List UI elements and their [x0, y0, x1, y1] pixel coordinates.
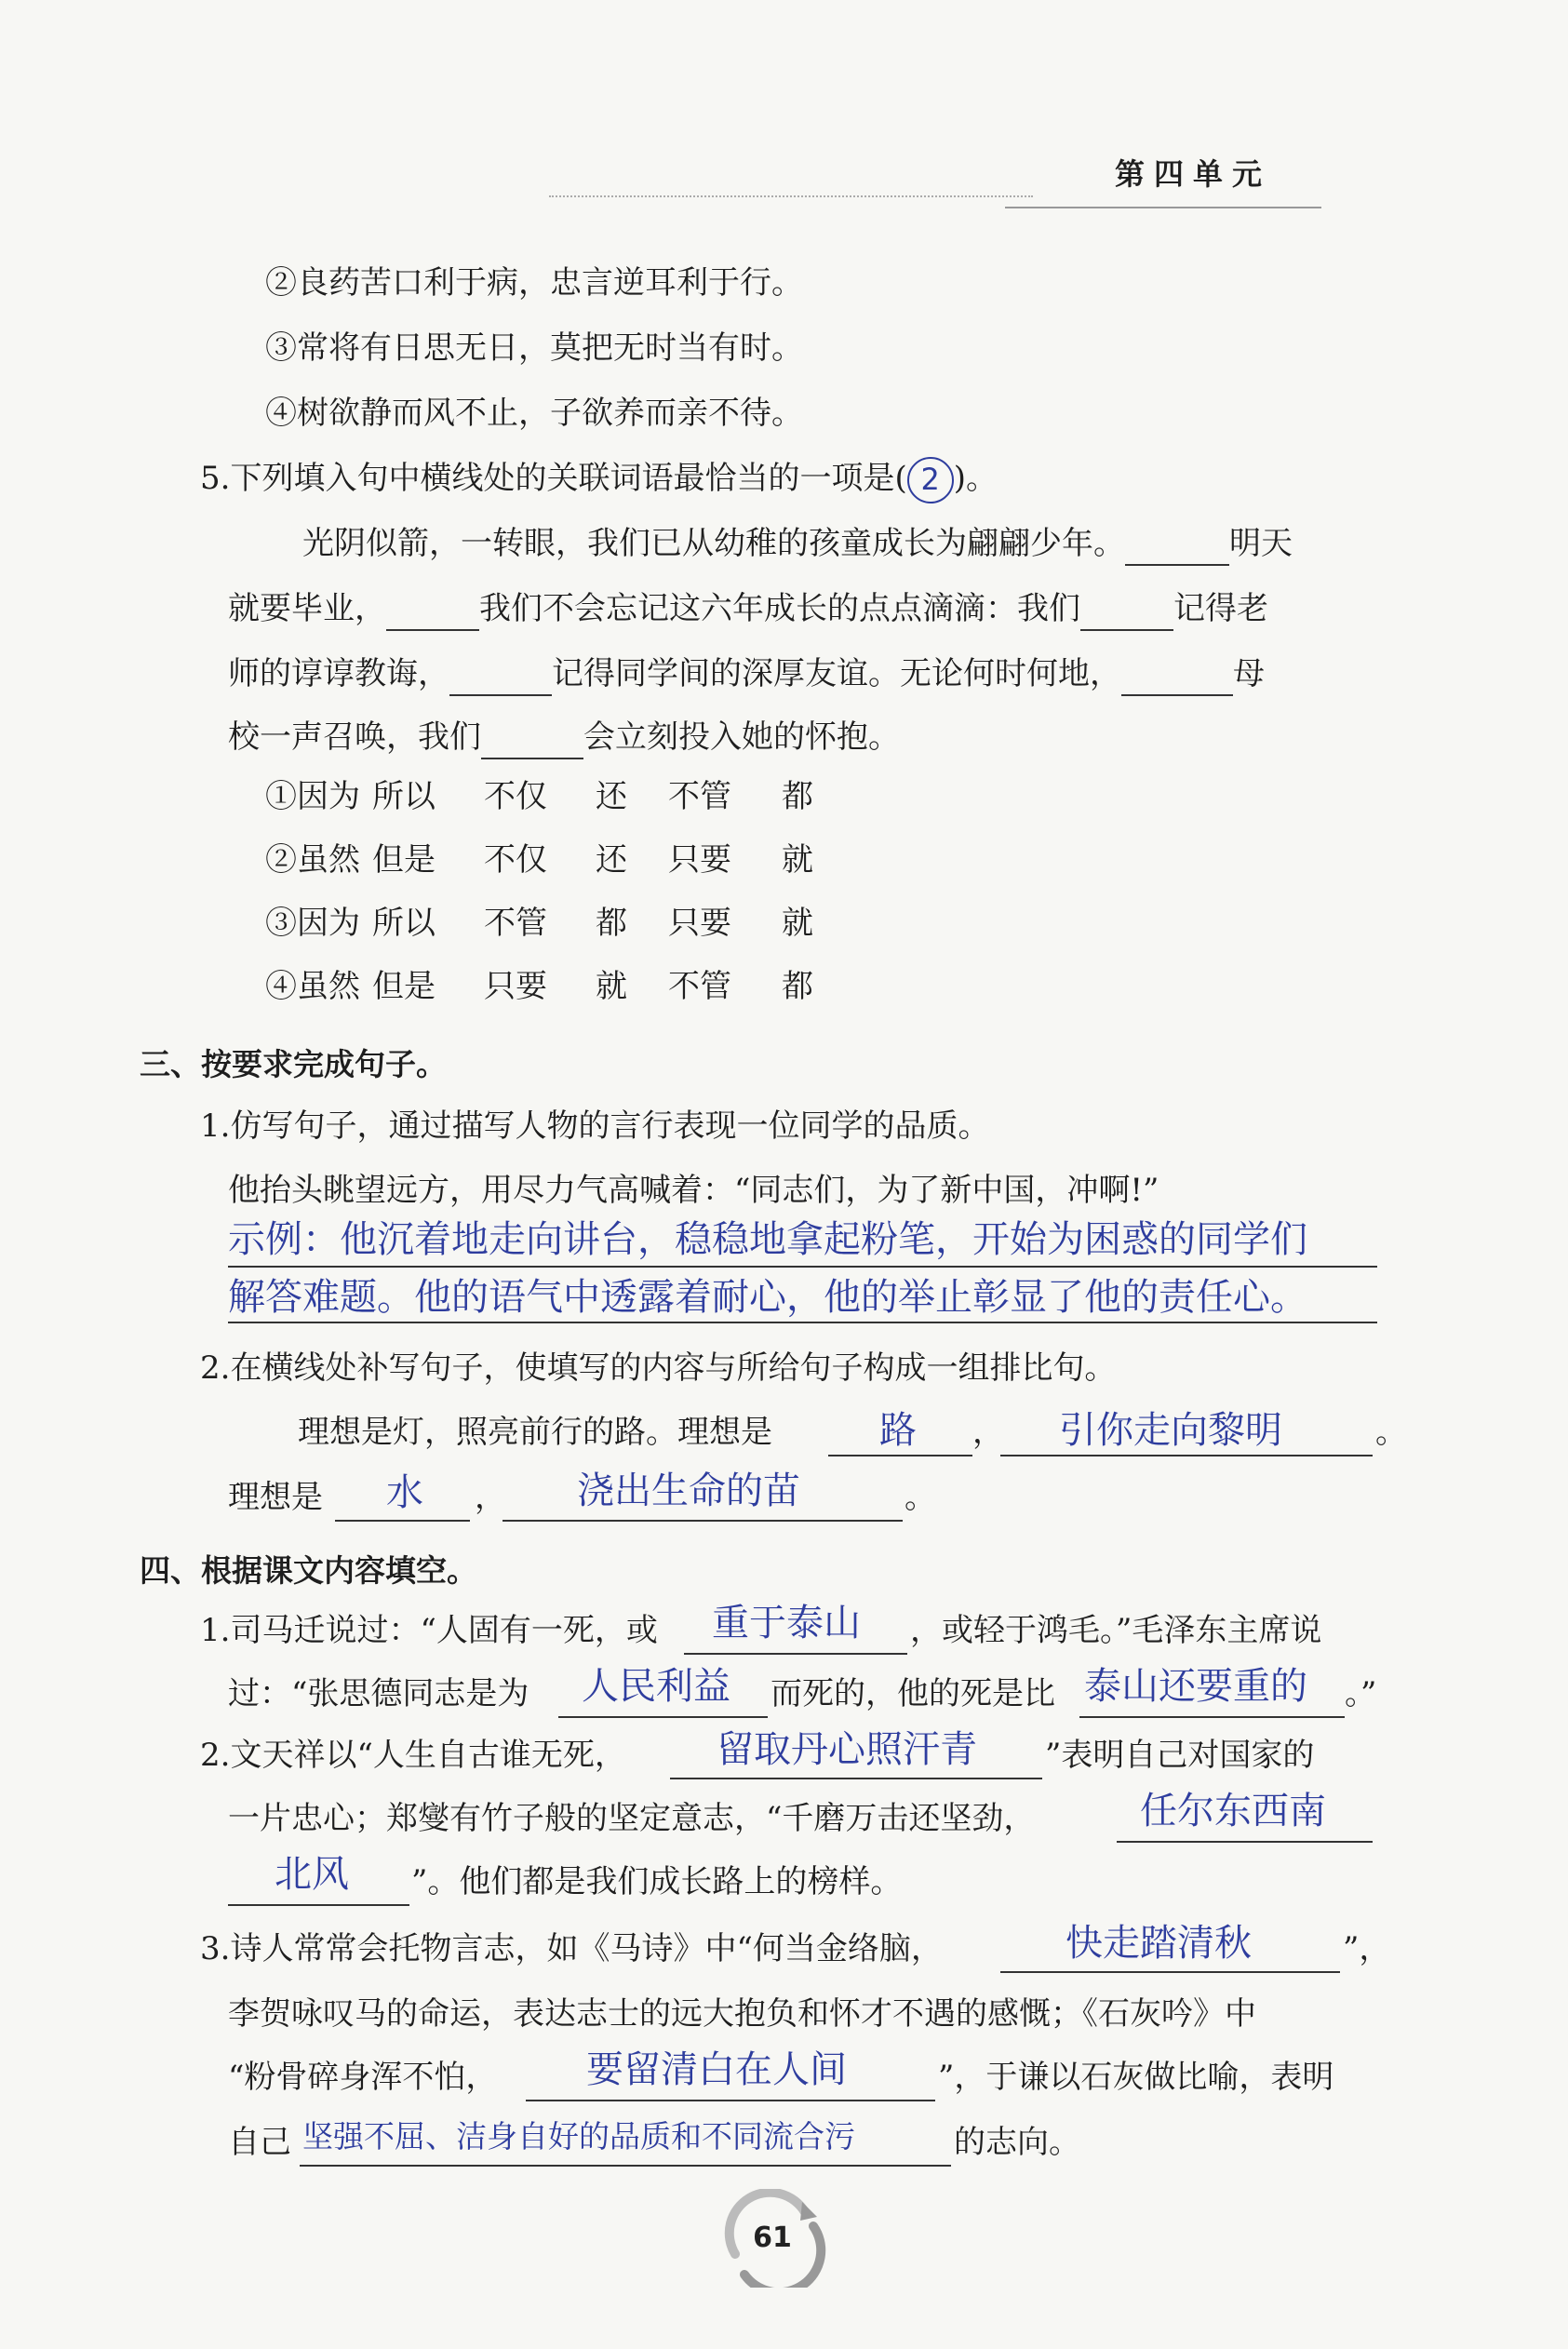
s3-q1-answer-line-1: 示例：他沉着地走向讲台，稳稳地拿起粉笔，开始为困惑的同学们	[228, 1218, 1307, 1261]
option-1-word: 不仅	[484, 778, 547, 815]
s4-q3-text: 的志向。	[954, 2124, 1080, 2161]
option-3-word: 不管	[484, 905, 547, 942]
s4-q3-text: 李贺咏叹马的命运，表达志士的远大抱负和怀才不遇的感慨；《石灰吟》中	[228, 1995, 1256, 2033]
option-1-word: ①因为	[265, 778, 360, 815]
passage-text: 师的谆谆教诲，	[228, 655, 449, 692]
s4-q3-answer-3: 坚强不屈、洁身自好的品质和不同流合污	[302, 2118, 855, 2154]
section-3-title: 三、按要求完成句子。	[140, 1046, 447, 1082]
s3-q2-line-2: 理想是	[228, 1479, 323, 1516]
blank	[1080, 629, 1173, 631]
blank	[558, 1716, 768, 1718]
passage-line-3	[228, 651, 1265, 696]
option-2-word: ②虽然	[265, 841, 360, 879]
option-4-word: 不管	[668, 968, 731, 1005]
s3-q2-line-1: 理想是灯，照亮前行的路。理想是	[298, 1414, 772, 1451]
s3-q2-answer-a: 路	[879, 1409, 917, 1452]
blank	[228, 1904, 409, 1906]
s4-q2-answer-1: 留取丹心照汗青	[717, 1728, 977, 1771]
option-2-word: 不仅	[484, 841, 547, 879]
passage-text: 明天	[1229, 525, 1293, 562]
option-1-word: 都	[782, 778, 813, 815]
s4-q1-text: 而死的，他的死是比	[771, 1675, 1055, 1712]
blank	[1079, 1716, 1345, 1718]
unit-title: 第四单元	[1115, 156, 1272, 192]
question-5-answer: 2	[907, 457, 954, 503]
s4-q2-text: 一片忠心；郑燮有竹子般的坚定意志，“千磨万击还坚劲，	[228, 1800, 1036, 1837]
page-number: 61	[753, 2221, 792, 2254]
s4-q1-text: 过：“张思德同志是为	[228, 1675, 529, 1712]
option-1-word: 还	[596, 778, 627, 815]
s4-q1-answer-3: 泰山还要重的	[1084, 1665, 1307, 1708]
header-rule	[1005, 207, 1321, 208]
blank	[1117, 1841, 1373, 1843]
option-1-word: 所以	[372, 778, 436, 815]
s4-q2-text: 2.文天祥以“人生自古谁无死，	[200, 1737, 626, 1774]
s4-q3-text: ”，	[1343, 1930, 1391, 1967]
option-2-word: 还	[596, 841, 627, 879]
s3-q1-example: 他抬头眺望远方，用尽力气高喊着：“同志们，为了新中国，冲啊!”	[228, 1172, 1159, 1209]
s4-q3-text: 自己	[228, 2124, 291, 2161]
s3-q1-prompt: 1.仿写句子，通过描写人物的言行表现一位同学的品质。	[200, 1107, 990, 1145]
blank	[503, 1520, 903, 1522]
header-dotted-rule	[549, 195, 1033, 197]
option-4-word: ④虽然	[265, 968, 360, 1005]
s4-q2-text: ”表明自己对国家的	[1045, 1737, 1315, 1774]
passage-line-1	[302, 521, 1293, 566]
option-3-word: 只要	[668, 905, 731, 942]
blank	[670, 1778, 1042, 1779]
comma: ，	[972, 1414, 1004, 1451]
blank	[684, 1653, 907, 1655]
option-3-word: 就	[782, 905, 813, 942]
option-4-word: 就	[596, 968, 627, 1005]
s3-q2-answer-b: 引你走向黎明	[1059, 1409, 1282, 1452]
blank	[1121, 694, 1233, 696]
option-2-word: 只要	[668, 841, 731, 879]
option-3-word: 都	[596, 905, 627, 942]
proverb-3: ③常将有日思无日，莫把无时当有时。	[265, 329, 803, 367]
option-2-word: 就	[782, 841, 813, 879]
s4-q1-text: ，或轻于鸿毛。”毛泽东主席说	[910, 1612, 1322, 1649]
blank	[1000, 1455, 1373, 1456]
blank	[1125, 564, 1229, 566]
s4-q3-text: ”，于谦以石灰做比喻，表明	[938, 2059, 1334, 2096]
option-1-word: 不管	[668, 778, 731, 815]
answer-underline	[228, 1322, 1377, 1323]
option-3-word: 所以	[372, 905, 436, 942]
question-5	[200, 456, 998, 503]
blank	[526, 2100, 935, 2101]
s4-q1-answer-2: 人民利益	[582, 1665, 730, 1708]
section-4-title: 四、根据课文内容填空。	[140, 1552, 477, 1589]
comma: ，	[475, 1479, 506, 1516]
blank	[1000, 1971, 1340, 1973]
passage-text: 我们不会忘记这六年成长的点点滴滴：我们	[479, 590, 1080, 627]
passage-line-4	[228, 715, 900, 759]
option-3-word: ③因为	[265, 905, 360, 942]
option-4-word: 但是	[372, 968, 436, 1005]
question-5-close: )。	[953, 460, 998, 497]
passage-text: 记得老	[1173, 590, 1268, 627]
blank	[481, 758, 583, 759]
s3-q2-answer-c: 水	[386, 1471, 423, 1514]
s4-q1-text: 1.司马迁说过：“人固有一死，或	[200, 1612, 658, 1649]
s4-q3-answer-1: 快走踏清秋	[1065, 1922, 1252, 1965]
option-4-word: 只要	[484, 968, 547, 1005]
passage-line-2	[228, 586, 1268, 631]
passage-text: 会立刻投入她的怀抱。	[583, 718, 900, 756]
s3-q2-prompt: 2.在横线处补写句子，使填写的内容与所给句子构成一组排比句。	[200, 1349, 1117, 1387]
passage-text: 记得同学间的深厚友谊。无论何时何地，	[552, 655, 1121, 692]
s4-q2-answer-2: 任尔东西南	[1140, 1790, 1326, 1832]
option-4-word: 都	[782, 968, 813, 1005]
s3-q1-answer-line-2: 解答难题。他的语气中透露着耐心，他的举止彰显了他的责任心。	[228, 1276, 1307, 1319]
s4-q1-answer-1: 重于泰山	[712, 1602, 861, 1644]
blank	[828, 1455, 972, 1456]
blank	[449, 694, 552, 696]
s4-q3-text: 3.诗人常常会托物言志，如《马诗》中“何当金络脑，	[200, 1930, 943, 1967]
passage-text: 校一声召唤，我们	[228, 718, 481, 756]
s4-q3-answer-2: 要留清白在人间	[586, 2048, 847, 2091]
s4-q2-answer-3: 北风	[275, 1853, 349, 1896]
s4-q2-text: ”。他们都是我们成长路上的榜样。	[411, 1863, 903, 1900]
proverb-4: ④树欲静而风不止，子欲养而亲不待。	[265, 395, 803, 432]
period: 。	[905, 1479, 936, 1516]
passage-text: 母	[1233, 655, 1265, 692]
option-2-word: 但是	[372, 841, 436, 879]
period: 。	[1375, 1414, 1407, 1451]
blank	[386, 629, 479, 631]
s3-q2-answer-d: 浇出生命的苗	[577, 1470, 800, 1512]
s4-q3-text: “粉骨碎身浑不怕，	[228, 2059, 498, 2096]
blank	[300, 2165, 951, 2167]
question-5-text: 5.下列填入句中横线处的关联词语最恰当的一项是(	[200, 460, 907, 497]
passage-text: 光阴似箭，一转眼，我们已从幼稚的孩童成长为翩翩少年。	[302, 525, 1125, 562]
s4-q1-text: 。”	[1345, 1675, 1377, 1712]
passage-text: 就要毕业，	[228, 590, 386, 627]
proverb-2: ②良药苦口利于病，忠言逆耳利于行。	[265, 264, 803, 302]
blank	[335, 1520, 470, 1522]
